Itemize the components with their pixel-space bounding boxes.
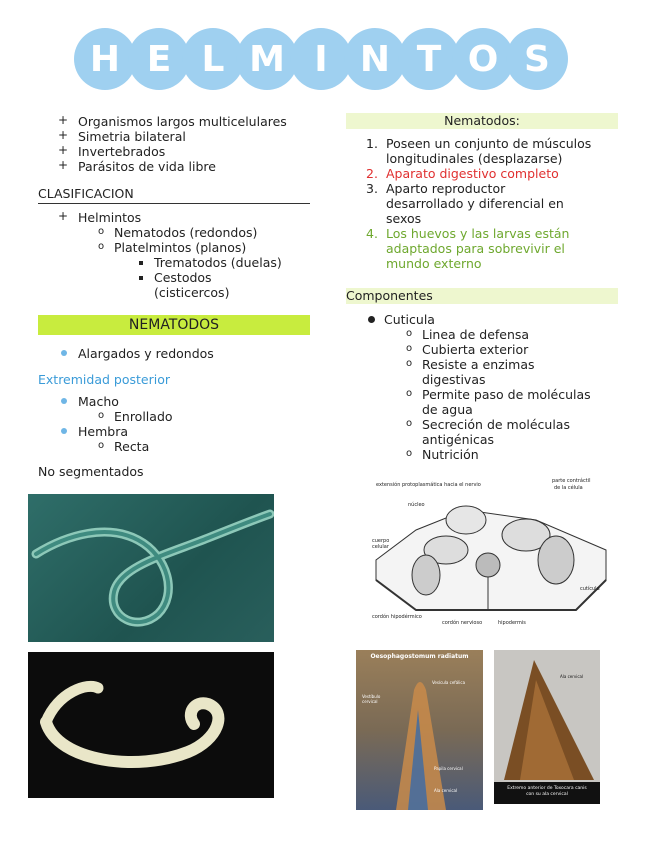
list-item-cuticula	[366, 312, 628, 327]
title-letter: T	[398, 28, 460, 90]
title-letter: L	[182, 28, 244, 90]
photo-female-nematode	[28, 652, 274, 798]
diagram-label: hipodermis	[498, 620, 526, 626]
photo-label: Ala cervical	[560, 674, 584, 679]
photo-label: Vestíbulo cervical	[362, 694, 381, 704]
diagram-label: extensión protoplasmática hacia el nervio	[376, 482, 481, 488]
diagram-drawing	[356, 480, 616, 630]
item-line: Nutrición	[422, 447, 479, 462]
list-item: Alargados y redondos	[58, 346, 318, 361]
diagram-label: núcleo	[408, 502, 425, 508]
nematodos-banner: NEMATODOS	[38, 315, 310, 335]
item-line: Permite paso de moléculas	[422, 387, 591, 402]
item-line: mundo externo	[386, 256, 482, 271]
alargados-list	[58, 346, 318, 361]
item-line: Cubierta exterior	[422, 342, 529, 357]
item-line: Poseen un conjunto de músculos	[386, 136, 592, 151]
list-item	[366, 226, 628, 271]
list-item	[366, 136, 628, 166]
photo-title: Oesophagostomum radiatum	[370, 653, 469, 660]
list-item: + Invertebrados	[58, 144, 318, 159]
item-line: Linea de defensa	[422, 327, 530, 342]
nematodos-numbered-list	[366, 136, 628, 271]
item-number: 4.	[366, 226, 378, 241]
item-line: Aparato digestivo completo	[386, 166, 559, 181]
item-line: desarrollado y diferencial en	[386, 196, 564, 211]
list-item: + Organismos largos multicelulares	[58, 114, 318, 129]
list-item: o Resiste a enzimas digestivas	[404, 357, 628, 387]
item-number: 1.	[366, 136, 378, 151]
item-line: antigénicas	[422, 432, 495, 447]
diagram-label: cutícula	[580, 586, 600, 592]
list-item-hembra: Hembra	[58, 424, 318, 439]
tree-item-cestodos	[136, 270, 318, 300]
worm-coiled-illustration	[28, 494, 274, 642]
muscle-cell-diagram	[356, 480, 616, 630]
list-item	[366, 181, 628, 226]
item-line: de agua	[422, 402, 473, 417]
tree-root: + Helmintos	[58, 210, 318, 225]
cestodos-line-2: (cisticercos)	[154, 285, 230, 300]
photo-oesophagostomum	[356, 650, 483, 810]
caption-line-2: con su ala cervical	[526, 792, 568, 797]
list-item: + Simetria bilateral	[58, 129, 318, 144]
item-line: Los huevos y las larvas están	[386, 226, 570, 241]
list-item: o Secreción de moléculas antigénicas	[404, 417, 628, 447]
photo-male-nematode	[28, 494, 274, 642]
photo-label: Ala cervical	[434, 788, 458, 793]
item-number: 2.	[366, 166, 378, 181]
worm-head-illustration	[356, 650, 483, 810]
list-item-recta: o Recta	[96, 439, 318, 454]
photo-toxocara	[494, 650, 600, 804]
tree-item-trematodos: Trematodos (duelas)	[136, 255, 318, 270]
diagram-label: parte contráctil	[552, 478, 591, 484]
cuticula-label: Cuticula	[384, 312, 435, 327]
tree-item-nematodos: o Nematodos (redondos)	[96, 225, 318, 240]
diagram-label: cordón nervioso	[442, 620, 483, 626]
title-letter: M	[236, 28, 298, 90]
title-letter: E	[128, 28, 190, 90]
diagram-label: celular	[372, 544, 389, 550]
item-line: sexos	[386, 211, 422, 226]
list-item: o Nutrición	[404, 447, 628, 462]
list-item-enrollado: o Enrollado	[96, 409, 318, 424]
photo-label: Papila cervical	[434, 766, 463, 771]
item-line: Resiste a enzimas	[422, 357, 535, 372]
diagram-label: cordón hipodérmico	[372, 614, 422, 620]
photo-label: Vesícula cefálica	[432, 680, 466, 685]
worm-curved-illustration	[28, 652, 274, 798]
title-letter: I	[290, 28, 352, 90]
cestodos-line-1: Cestodos	[154, 270, 212, 285]
no-segmentados: No segmentados	[38, 464, 144, 479]
item-line: longitudinales (desplazarse)	[386, 151, 563, 166]
list-item-macho: Macho	[58, 394, 318, 409]
clasificacion-tree	[58, 210, 318, 300]
item-line: Secreción de moléculas	[422, 417, 570, 432]
extremidad-heading: Extremidad posterior	[38, 372, 170, 387]
toxocara-head-illustration	[494, 650, 600, 804]
nematodos-subheading: Nematodos:	[346, 113, 618, 129]
bullet-icon	[368, 316, 375, 323]
extremidad-list	[58, 394, 318, 454]
item-line: digestivas	[422, 372, 486, 387]
list-item: + Parásitos de vida libre	[58, 159, 318, 174]
title-letter: N	[344, 28, 406, 90]
caption-line-1: Extremo anterior de Toxocara canis	[507, 786, 587, 791]
photo-caption	[494, 782, 600, 804]
componentes-list	[366, 312, 628, 462]
item-number: 3.	[366, 181, 378, 196]
clasificacion-heading: CLASIFICACION	[38, 186, 310, 204]
item-line: Aparto reproductor	[386, 181, 506, 196]
intro-list	[58, 114, 318, 174]
title-letter: S	[506, 28, 568, 90]
diagram-label: de la célula	[554, 485, 583, 491]
title-letter: O	[452, 28, 514, 90]
list-item	[366, 166, 628, 181]
list-item: o Linea de defensa	[404, 327, 628, 342]
title-letter: H	[74, 28, 136, 90]
tree-item-platelmintos: o Platelmintos (planos)	[96, 240, 318, 255]
item-line: adaptados para sobrevivir el	[386, 241, 565, 256]
componentes-heading: Componentes	[346, 288, 618, 304]
diagram-label: cuerpo	[372, 538, 390, 544]
list-item: o Cubierta exterior	[404, 342, 628, 357]
list-item: o Permite paso de moléculas de agua	[404, 387, 628, 417]
